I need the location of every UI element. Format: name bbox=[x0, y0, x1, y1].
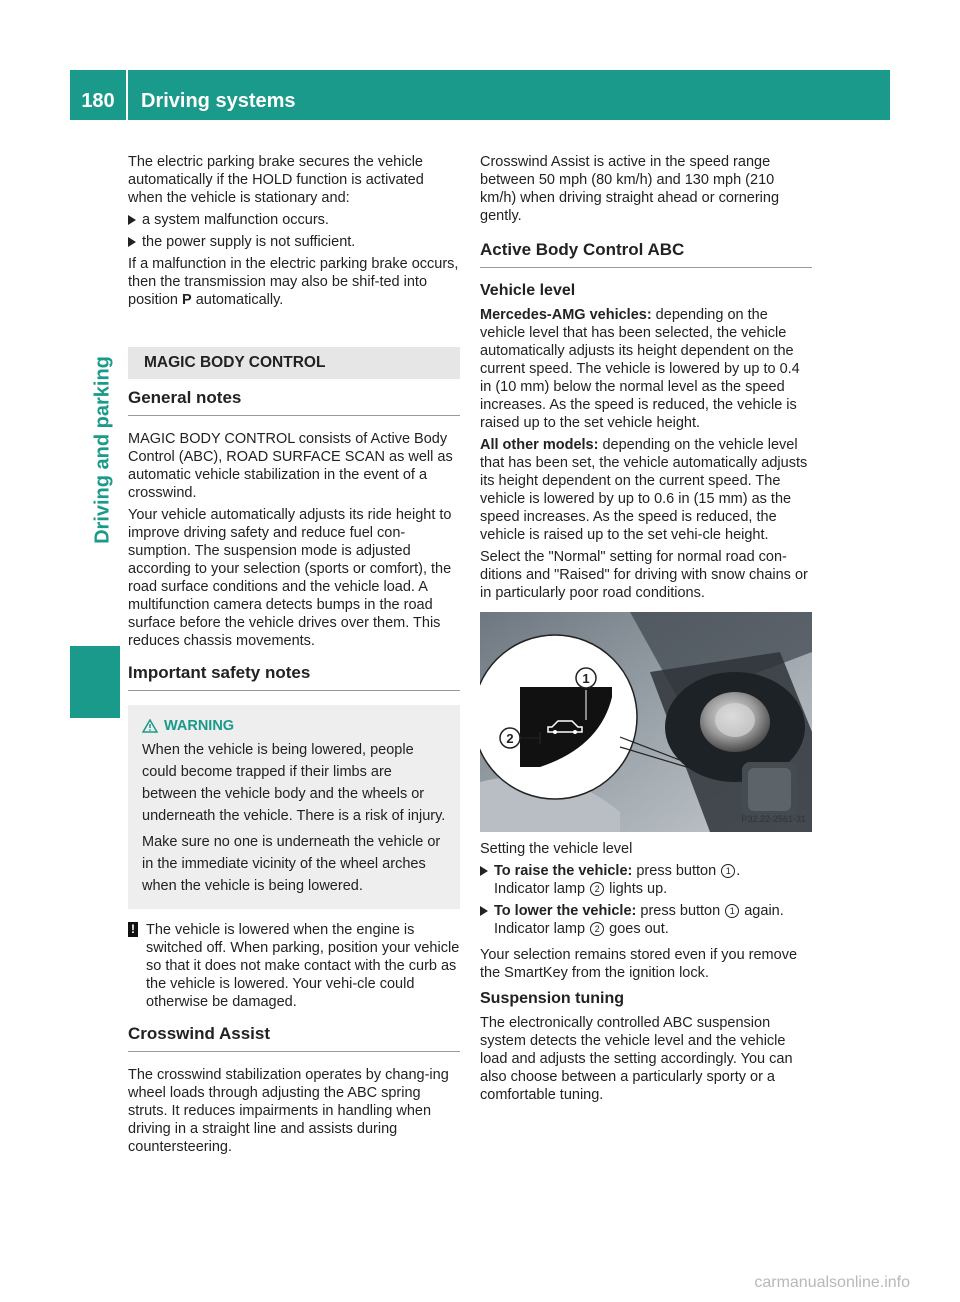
arrow-icon bbox=[480, 866, 488, 876]
callout-1-icon: 1 bbox=[725, 904, 739, 918]
general-paragraph-1: MAGIC BODY CONTROL consists of Active Body Control (ABC), ROAD SURFACE SCAN as well as automatic vehicle stabilization in the event of a crosswind. bbox=[128, 431, 453, 501]
callout-1-icon: 1 bbox=[721, 864, 735, 878]
crosswind-assist-heading: Crosswind Assist bbox=[128, 1025, 460, 1052]
notice: ! The vehicle is lowered when the engine is switched off. When parking, position your vehicle so that it does not make contact with the curb as the vehicle is lowered. Your vehi-cle could otherwise be damaged. bbox=[128, 921, 460, 1011]
crosswind-paragraph: The crosswind stabilization operates by chang-ing wheel loads through adjusting the ABC spring struts. It reduces impairments in handling when driving in a straight line and assists during countersteering. bbox=[128, 1067, 449, 1155]
side-tab-label: Driving and parking bbox=[91, 356, 114, 544]
side-tab-marker bbox=[70, 646, 120, 718]
intro-paragraph: The electric parking brake secures the vehicle automatically if the HOLD function is activated when the vehicle is stationary and: bbox=[128, 154, 424, 206]
header-divider bbox=[126, 70, 128, 120]
general-notes-heading: General notes bbox=[128, 389, 460, 416]
warning-triangle-icon bbox=[142, 719, 158, 733]
list-item: the power supply is not sufficient. bbox=[128, 233, 460, 251]
arrow-icon bbox=[480, 906, 488, 916]
warning-title: WARNING bbox=[142, 715, 450, 737]
abc-heading: Active Body Control ABC bbox=[480, 241, 812, 268]
page-number: 180 bbox=[81, 90, 115, 112]
position-p: P bbox=[182, 292, 192, 308]
vehicle-level-heading: Vehicle level bbox=[480, 282, 576, 299]
raise-step: To raise the vehicle: press button 1 . Indicator lamp 2 lights up. bbox=[480, 862, 812, 898]
callout-2-icon: 2 bbox=[590, 882, 604, 896]
vehicle-level-photo bbox=[480, 612, 812, 832]
exclamation-icon: ! bbox=[128, 922, 138, 937]
left-column bbox=[128, 153, 460, 1160]
watermark: carmanualsonline.info bbox=[754, 1274, 910, 1291]
callout-2-icon: 2 bbox=[590, 922, 604, 936]
callout-2: 2 bbox=[506, 731, 514, 746]
magic-body-control-heading: MAGIC BODY CONTROL bbox=[128, 347, 460, 379]
callout-1: 1 bbox=[582, 671, 590, 686]
select-paragraph: Select the "Normal" setting for normal road con-ditions and "Raised" for driving with snow chains or in particularly poor road conditions. bbox=[480, 549, 808, 601]
lower-step: To lower the vehicle: press button 1 again. Indicator lamp 2 goes out. bbox=[480, 902, 812, 938]
side-tab bbox=[88, 300, 118, 600]
warning-paragraph-1: When the vehicle is being lowered, people could become trapped if their limbs are between the vehicle body and the wheels or underneath the vehicle. There is a risk of injury. bbox=[142, 742, 446, 824]
other-models-paragraph: All other models: depending on the vehicle level that has been set, the vehicle automatically adjusts its height dependent on the current speed. The vehicle is lowered by up to 0.6 in (15 mm) as the speed increases. As the speed is reduced, the vehicle is raised up to the set vehi-cle height. bbox=[480, 437, 808, 543]
condition-list bbox=[128, 211, 460, 251]
suspension-tuning-heading: Suspension tuning bbox=[480, 990, 624, 1007]
crosswind-paragraph-2: Crosswind Assist is active in the speed range between 50 mph (80 km/h) and 130 mph (210 km/h) when driving straight ahead or cornering gently. bbox=[480, 154, 780, 224]
suspension-paragraph: The electronically controlled ABC suspension system detects the vehicle level and the vehicle load and adjusts the setting accordingly. You can also choose between a particularly sporty or a comfortable tuning. bbox=[480, 1015, 793, 1103]
image-reference: P32.22-2561-31 bbox=[741, 814, 806, 824]
safety-notes-heading: Important safety notes bbox=[128, 664, 460, 691]
image-caption: Setting the vehicle level bbox=[480, 841, 633, 857]
right-column bbox=[480, 153, 812, 1108]
stored-paragraph: Your selection remains stored even if you remove the SmartKey from the ignition lock. bbox=[480, 947, 798, 981]
center-console-illustration bbox=[480, 612, 812, 832]
list-item: a system malfunction occurs. bbox=[128, 211, 460, 229]
general-paragraph-2: Your vehicle automatically adjusts its ride height to improve driving safety and reduce fuel con-sumption. The suspension mode is adjusted according to your selection (sports or comfort), the road surface conditions and the vehicle load. A multifunction camera detects bumps in the road surface before the vehicle drives over them. This reduces chassis movements. bbox=[128, 507, 452, 649]
section-title: Driving systems bbox=[141, 90, 296, 112]
amg-paragraph: Mercedes-AMG vehicles: depending on the vehicle level that has been selected, the vehicle automatically adjusts its height dependent on the current speed. The vehicle is lowered by up to 0.4 in (10 mm) below the normal level as the speed increases. As the speed is reduced, the vehicle is raised up to the set vehicle height. bbox=[480, 307, 800, 431]
warning-box bbox=[128, 705, 460, 909]
malfunction-paragraph: If a malfunction in the electric parking brake occurs, then the transmission may also be shif-ted into position P automatically. bbox=[128, 256, 459, 308]
warning-paragraph-2: Make sure no one is underneath the vehicle or in the immediate vicinity of the wheel arches when the vehicle is being lowered. bbox=[142, 834, 441, 894]
